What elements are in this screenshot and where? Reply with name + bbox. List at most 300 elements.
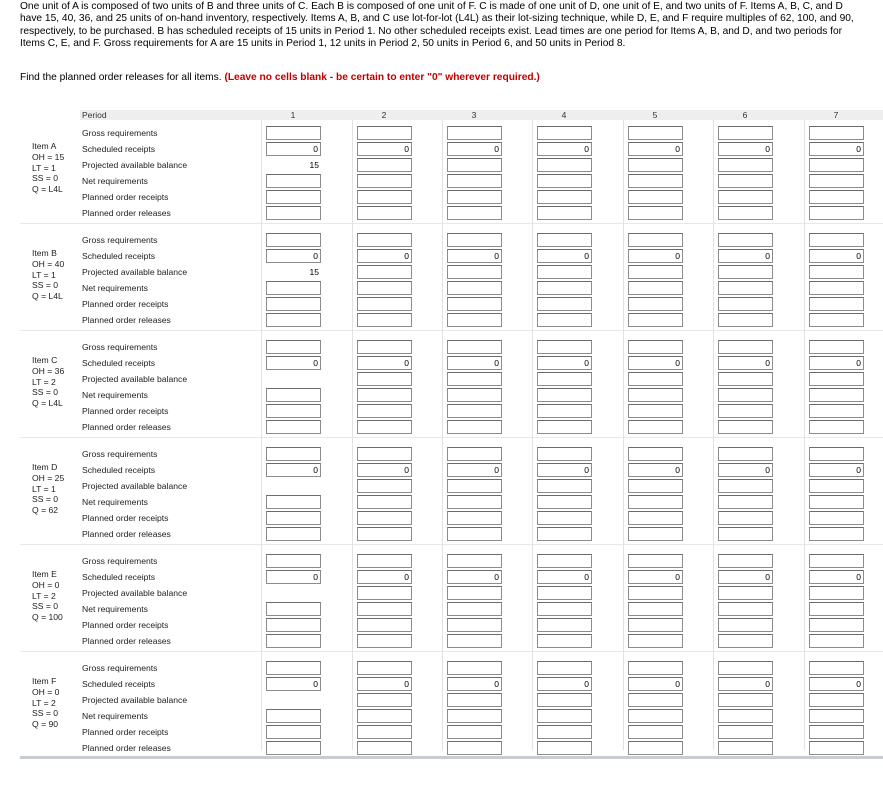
mrp-cell-input[interactable] (447, 741, 502, 755)
problem-statement (20, 1, 876, 50)
mrp-cell-input[interactable] (718, 661, 773, 675)
mrp-cell-input[interactable] (628, 741, 683, 755)
instruction (20, 72, 540, 83)
mrp-cell-input[interactable] (809, 281, 864, 295)
mrp-cell-input[interactable] (628, 174, 683, 188)
mrp-cell-input[interactable] (447, 586, 502, 600)
mrp-cell-input[interactable] (718, 126, 773, 140)
scheduled-receipts-input[interactable] (628, 249, 683, 263)
mrp-cell-input[interactable] (628, 511, 683, 525)
mrp-cell-input[interactable] (809, 126, 864, 140)
mrp-cell-input[interactable] (447, 554, 502, 568)
mrp-cell-input[interactable] (809, 372, 864, 386)
mrp-cell-input[interactable] (357, 372, 412, 386)
scheduled-receipts-input[interactable] (447, 142, 502, 156)
mrp-cell-input[interactable] (809, 388, 864, 402)
row-label: Projected available balance (82, 695, 188, 705)
mrp-cell-input[interactable] (809, 297, 864, 311)
column-separator (261, 120, 262, 750)
mrp-cell-input[interactable] (537, 495, 592, 509)
row-label: Gross requirements (82, 128, 158, 138)
mrp-cell-input[interactable] (809, 741, 864, 755)
mrp-cell-input[interactable] (718, 554, 773, 568)
mrp-cell-input[interactable] (628, 297, 683, 311)
mrp-cell-input[interactable] (718, 479, 773, 493)
mrp-cell-input[interactable] (447, 693, 502, 707)
scheduled-receipts-input[interactable] (266, 677, 321, 691)
mrp-cell-input[interactable] (718, 634, 773, 648)
mrp-cell-input[interactable] (628, 158, 683, 172)
mrp-cell-input[interactable] (628, 586, 683, 600)
scheduled-receipts-input[interactable] (266, 142, 321, 156)
instruction-warning: (Leave no cells blank - be certain to enter "0" wherever required.) (224, 72, 540, 83)
mrp-cell-input[interactable] (266, 313, 321, 327)
mrp-cell-input[interactable] (628, 404, 683, 418)
row-label: Net requirements (82, 176, 148, 186)
item-separator (20, 544, 883, 545)
mrp-cell-input[interactable] (809, 479, 864, 493)
mrp-cell-input[interactable] (718, 233, 773, 247)
mrp-cell-input[interactable] (537, 281, 592, 295)
mrp-cell-input[interactable] (537, 174, 592, 188)
mrp-cell-input[interactable] (357, 174, 412, 188)
scheduled-receipts-input[interactable] (357, 142, 412, 156)
mrp-cell-input[interactable] (266, 126, 321, 140)
mrp-cell-input[interactable] (266, 618, 321, 632)
row-label: Net requirements (82, 604, 148, 614)
mrp-cell-input[interactable] (266, 281, 321, 295)
scheduled-receipts-input[interactable] (809, 142, 864, 156)
scheduled-receipts-input[interactable] (628, 570, 683, 584)
mrp-cell-input[interactable] (809, 404, 864, 418)
mrp-cell-input[interactable] (809, 265, 864, 279)
mrp-cell-input[interactable] (266, 420, 321, 434)
scheduled-receipts-input[interactable] (809, 249, 864, 263)
mrp-cell-input[interactable] (718, 340, 773, 354)
mrp-cell-input[interactable] (447, 634, 502, 648)
mrp-cell-input[interactable] (447, 447, 502, 461)
mrp-cell-input[interactable] (266, 340, 321, 354)
row-label: Planned order releases (82, 743, 171, 753)
scheduled-receipts-input[interactable] (628, 463, 683, 477)
mrp-cell-input[interactable] (447, 709, 502, 723)
mrp-cell-input[interactable] (266, 634, 321, 648)
mrp-cell-input[interactable] (266, 297, 321, 311)
item-q: Q = L4L (32, 398, 63, 409)
scheduled-receipts-input[interactable] (718, 677, 773, 691)
mrp-cell-input[interactable] (447, 372, 502, 386)
mrp-cell-input[interactable] (357, 725, 412, 739)
mrp-cell-input[interactable] (447, 313, 502, 327)
mrp-cell-input[interactable] (718, 709, 773, 723)
mrp-cell-input[interactable] (357, 634, 412, 648)
scheduled-receipts-input[interactable] (447, 356, 502, 370)
mrp-cell-input[interactable] (357, 447, 412, 461)
item-ss: SS = 0 (32, 494, 59, 505)
mrp-cell-input[interactable] (628, 495, 683, 509)
mrp-cell-input[interactable] (628, 725, 683, 739)
mrp-cell-input[interactable] (628, 554, 683, 568)
row-label: Projected available balance (82, 374, 188, 384)
mrp-cell-input[interactable] (537, 297, 592, 311)
mrp-cell-input[interactable] (718, 297, 773, 311)
row-label: Gross requirements (82, 449, 158, 459)
mrp-cell-input[interactable] (266, 511, 321, 525)
item-ss: SS = 0 (32, 173, 59, 184)
mrp-cell-input[interactable] (628, 388, 683, 402)
mrp-cell-input[interactable] (718, 404, 773, 418)
mrp-cell-input[interactable] (537, 554, 592, 568)
row-label: Gross requirements (82, 556, 158, 566)
mrp-cell-input[interactable] (357, 126, 412, 140)
mrp-cell-input[interactable] (357, 233, 412, 247)
column-separator (623, 120, 624, 750)
mrp-cell-input[interactable] (447, 126, 502, 140)
mrp-cell-input[interactable] (718, 618, 773, 632)
mrp-cell-input[interactable] (537, 741, 592, 755)
mrp-cell-input[interactable] (809, 661, 864, 675)
mrp-cell-input[interactable] (357, 340, 412, 354)
mrp-cell-input[interactable] (357, 602, 412, 616)
mrp-cell-input[interactable] (718, 725, 773, 739)
mrp-cell-input[interactable] (537, 479, 592, 493)
mrp-cell-input[interactable] (718, 511, 773, 525)
mrp-cell-input[interactable] (266, 709, 321, 723)
row-label: Projected available balance (82, 481, 188, 491)
mrp-cell-input[interactable] (266, 388, 321, 402)
scheduled-receipts-input[interactable] (357, 249, 412, 263)
mrp-cell-input[interactable] (447, 495, 502, 509)
mrp-cell-input[interactable] (537, 206, 592, 220)
mrp-cell-input[interactable] (447, 174, 502, 188)
mrp-cell-input[interactable] (718, 190, 773, 204)
mrp-cell-input[interactable] (718, 313, 773, 327)
mrp-cell-input[interactable] (537, 340, 592, 354)
mrp-cell-input[interactable] (537, 527, 592, 541)
mrp-cell-input[interactable] (537, 404, 592, 418)
mrp-cell-input[interactable] (357, 741, 412, 755)
scheduled-receipts-input[interactable] (537, 356, 592, 370)
mrp-cell-input[interactable] (718, 586, 773, 600)
item-separator (20, 437, 883, 438)
mrp-cell-input[interactable] (628, 233, 683, 247)
scheduled-receipts-input[interactable] (537, 570, 592, 584)
mrp-cell-input[interactable] (809, 634, 864, 648)
mrp-cell-input[interactable] (447, 297, 502, 311)
mrp-cell-input[interactable] (718, 388, 773, 402)
mrp-cell-input[interactable] (718, 265, 773, 279)
scheduled-receipts-input[interactable] (809, 570, 864, 584)
scheduled-receipts-input[interactable] (447, 463, 502, 477)
item-lt: LT = 1 (32, 162, 56, 173)
mrp-cell-input[interactable] (809, 190, 864, 204)
scheduled-receipts-input[interactable] (537, 677, 592, 691)
mrp-cell-input[interactable] (718, 281, 773, 295)
mrp-cell-input[interactable] (537, 511, 592, 525)
scheduled-receipts-input[interactable] (809, 677, 864, 691)
scheduled-receipts-input[interactable] (537, 463, 592, 477)
column-separator (352, 120, 353, 750)
mrp-cell-input[interactable] (357, 618, 412, 632)
mrp-cell-input[interactable] (809, 586, 864, 600)
item-q: Q = L4L (32, 291, 63, 302)
mrp-cell-input[interactable] (628, 634, 683, 648)
mrp-cell-input[interactable] (628, 190, 683, 204)
column-separator (442, 120, 443, 750)
scheduled-receipts-input[interactable] (447, 570, 502, 584)
mrp-cell-input[interactable] (537, 126, 592, 140)
item-oh: OH = 25 (32, 472, 65, 483)
mrp-cell-input[interactable] (718, 495, 773, 509)
mrp-cell-input[interactable] (447, 206, 502, 220)
mrp-cell-input[interactable] (357, 527, 412, 541)
mrp-cell-input[interactable] (266, 190, 321, 204)
row-label: Scheduled receipts (82, 465, 156, 475)
mrp-cell-input[interactable] (537, 634, 592, 648)
column-separator (804, 120, 805, 750)
period-number-6: 6 (742, 110, 748, 120)
mrp-cell-input[interactable] (266, 725, 321, 739)
mrp-cell-input[interactable] (447, 602, 502, 616)
mrp-cell-input[interactable] (357, 190, 412, 204)
scheduled-receipts-input[interactable] (718, 249, 773, 263)
mrp-cell-input[interactable] (628, 340, 683, 354)
mrp-cell-input[interactable] (628, 709, 683, 723)
item-separator (20, 223, 883, 224)
item-oh: OH = 36 (32, 365, 65, 376)
row-label: Net requirements (82, 711, 148, 721)
mrp-cell-input[interactable] (447, 281, 502, 295)
mrp-cell-input[interactable] (718, 693, 773, 707)
mrp-cell-input[interactable] (447, 404, 502, 418)
row-label: Planned order releases (82, 315, 171, 325)
mrp-cell-input[interactable] (628, 527, 683, 541)
mrp-cell-input[interactable] (447, 158, 502, 172)
mrp-cell-input[interactable] (809, 725, 864, 739)
mrp-cell-input[interactable] (357, 693, 412, 707)
mrp-cell-input[interactable] (447, 511, 502, 525)
mrp-cell-input[interactable] (718, 420, 773, 434)
mrp-cell-input[interactable] (447, 479, 502, 493)
mrp-cell-input[interactable] (537, 661, 592, 675)
mrp-cell-input[interactable] (718, 447, 773, 461)
mrp-cell-input[interactable] (718, 602, 773, 616)
scheduled-receipts-input[interactable] (718, 570, 773, 584)
row-label: Planned order receipts (82, 192, 169, 202)
mrp-cell-input[interactable] (537, 233, 592, 247)
mrp-cell-input[interactable] (537, 158, 592, 172)
mrp-cell-input[interactable] (266, 661, 321, 675)
mrp-cell-input[interactable] (266, 527, 321, 541)
mrp-cell-input[interactable] (357, 206, 412, 220)
mrp-cell-input[interactable] (357, 511, 412, 525)
row-label: Scheduled receipts (82, 679, 156, 689)
mrp-cell-input[interactable] (628, 479, 683, 493)
mrp-cell-input[interactable] (628, 602, 683, 616)
scheduled-receipts-input[interactable] (628, 356, 683, 370)
mrp-cell-input[interactable] (266, 447, 321, 461)
scheduled-receipts-input[interactable] (718, 463, 773, 477)
mrp-cell-input[interactable] (447, 725, 502, 739)
row-label: Net requirements (82, 390, 148, 400)
mrp-cell-input[interactable] (718, 158, 773, 172)
row-label: Scheduled receipts (82, 251, 156, 261)
mrp-cell-input[interactable] (266, 174, 321, 188)
mrp-cell-input[interactable] (809, 602, 864, 616)
mrp-cell-input[interactable] (628, 265, 683, 279)
scheduled-receipts-input[interactable] (357, 463, 412, 477)
mrp-cell-input[interactable] (718, 527, 773, 541)
mrp-cell-input[interactable] (447, 340, 502, 354)
mrp-cell-input[interactable] (266, 495, 321, 509)
mrp-cell-input[interactable] (537, 602, 592, 616)
mrp-cell-input[interactable] (266, 602, 321, 616)
item-ss: SS = 0 (32, 387, 59, 398)
mrp-cell-input[interactable] (357, 420, 412, 434)
item-oh: OH = 0 (32, 579, 60, 590)
mrp-cell-input[interactable] (809, 709, 864, 723)
mrp-cell-input[interactable] (357, 554, 412, 568)
mrp-cell-input[interactable] (266, 554, 321, 568)
mrp-cell-input[interactable] (447, 420, 502, 434)
row-label: Planned order receipts (82, 513, 169, 523)
mrp-cell-input[interactable] (809, 233, 864, 247)
mrp-cell-input[interactable] (809, 313, 864, 327)
mrp-cell-input[interactable] (628, 693, 683, 707)
mrp-cell-input[interactable] (447, 233, 502, 247)
mrp-cell-input[interactable] (537, 372, 592, 386)
mrp-cell-input[interactable] (357, 404, 412, 418)
mrp-cell-input[interactable] (628, 447, 683, 461)
row-label: Planned order receipts (82, 406, 169, 416)
mrp-cell-input[interactable] (628, 126, 683, 140)
item-separator (20, 651, 883, 652)
mrp-cell-input[interactable] (357, 661, 412, 675)
mrp-cell-input[interactable] (447, 527, 502, 541)
mrp-cell-input[interactable] (809, 206, 864, 220)
mrp-cell-input[interactable] (718, 741, 773, 755)
mrp-cell-input[interactable] (447, 661, 502, 675)
mrp-cell-input[interactable] (266, 741, 321, 755)
mrp-cell-input[interactable] (357, 388, 412, 402)
mrp-cell-input[interactable] (266, 233, 321, 247)
mrp-cell-input[interactable] (809, 340, 864, 354)
mrp-cell-input[interactable] (718, 174, 773, 188)
mrp-cell-input[interactable] (447, 190, 502, 204)
mrp-cell-input[interactable] (718, 372, 773, 386)
mrp-cell-input[interactable] (809, 158, 864, 172)
scheduled-receipts-input[interactable] (628, 677, 683, 691)
scheduled-receipts-input[interactable] (357, 677, 412, 691)
mrp-cell-input[interactable] (809, 447, 864, 461)
mrp-cell-input[interactable] (357, 297, 412, 311)
item-q: Q = L4L (32, 184, 63, 195)
item-q: Q = 100 (32, 612, 63, 623)
mrp-cell-input[interactable] (809, 174, 864, 188)
mrp-cell-input[interactable] (537, 725, 592, 739)
item-lt: LT = 2 (32, 376, 56, 387)
item-separator (20, 330, 883, 331)
scheduled-receipts-input[interactable] (357, 356, 412, 370)
scheduled-receipts-input[interactable] (809, 356, 864, 370)
mrp-cell-input[interactable] (628, 661, 683, 675)
item-name: Item C (32, 355, 58, 365)
item-oh: OH = 0 (32, 686, 60, 697)
mrp-cell-input[interactable] (357, 158, 412, 172)
row-label: Scheduled receipts (82, 572, 156, 582)
mrp-cell-input[interactable] (357, 709, 412, 723)
mrp-cell-input[interactable] (357, 479, 412, 493)
item-name: Item E (32, 569, 57, 579)
mrp-cell-input[interactable] (809, 618, 864, 632)
mrp-cell-input[interactable] (628, 281, 683, 295)
mrp-cell-input[interactable] (357, 495, 412, 509)
scheduled-receipts-input[interactable] (447, 677, 502, 691)
mrp-cell-input[interactable] (447, 388, 502, 402)
scheduled-receipts-input[interactable] (266, 570, 321, 584)
mrp-cell-input[interactable] (809, 527, 864, 541)
mrp-cell-input[interactable] (628, 313, 683, 327)
mrp-cell-input[interactable] (537, 265, 592, 279)
scheduled-receipts-input[interactable] (447, 249, 502, 263)
scheduled-receipts-input[interactable] (718, 142, 773, 156)
mrp-cell-input[interactable] (537, 313, 592, 327)
mrp-cell-input[interactable] (266, 206, 321, 220)
mrp-cell-input[interactable] (628, 372, 683, 386)
item-q: Q = 90 (32, 719, 59, 730)
mrp-cell-input[interactable] (809, 511, 864, 525)
mrp-cell-input[interactable] (718, 206, 773, 220)
mrp-cell-input[interactable] (628, 618, 683, 632)
mrp-cell-input[interactable] (628, 420, 683, 434)
scheduled-receipts-input[interactable] (809, 463, 864, 477)
mrp-cell-input[interactable] (357, 281, 412, 295)
mrp-cell-input[interactable] (537, 388, 592, 402)
mrp-cell-input[interactable] (537, 420, 592, 434)
mrp-cell-input[interactable] (357, 313, 412, 327)
scheduled-receipts-input[interactable] (718, 356, 773, 370)
scheduled-receipts-input[interactable] (266, 356, 321, 370)
bottom-divider (20, 756, 883, 759)
scheduled-receipts-input[interactable] (628, 142, 683, 156)
mrp-cell-input[interactable] (809, 554, 864, 568)
mrp-cell-input[interactable] (447, 618, 502, 632)
mrp-cell-input[interactable] (809, 693, 864, 707)
mrp-cell-input[interactable] (537, 586, 592, 600)
scheduled-receipts-input[interactable] (537, 249, 592, 263)
mrp-cell-input[interactable] (537, 618, 592, 632)
period-header-label: Period (82, 110, 107, 120)
scheduled-receipts-input[interactable] (537, 142, 592, 156)
mrp-cell-input[interactable] (266, 404, 321, 418)
scheduled-receipts-input[interactable] (357, 570, 412, 584)
mrp-cell-input[interactable] (537, 447, 592, 461)
scheduled-receipts-input[interactable] (266, 249, 321, 263)
mrp-cell-input[interactable] (537, 709, 592, 723)
mrp-cell-input[interactable] (357, 586, 412, 600)
mrp-cell-input[interactable] (537, 693, 592, 707)
mrp-cell-input[interactable] (628, 206, 683, 220)
mrp-cell-input[interactable] (447, 265, 502, 279)
mrp-cell-input[interactable] (809, 495, 864, 509)
mrp-cell-input[interactable] (809, 420, 864, 434)
row-label: Planned order releases (82, 208, 171, 218)
mrp-cell-input[interactable] (357, 265, 412, 279)
mrp-cell-input[interactable] (537, 190, 592, 204)
period-number-4: 4 (561, 110, 567, 120)
scheduled-receipts-input[interactable] (266, 463, 321, 477)
item-info-e (32, 569, 63, 623)
